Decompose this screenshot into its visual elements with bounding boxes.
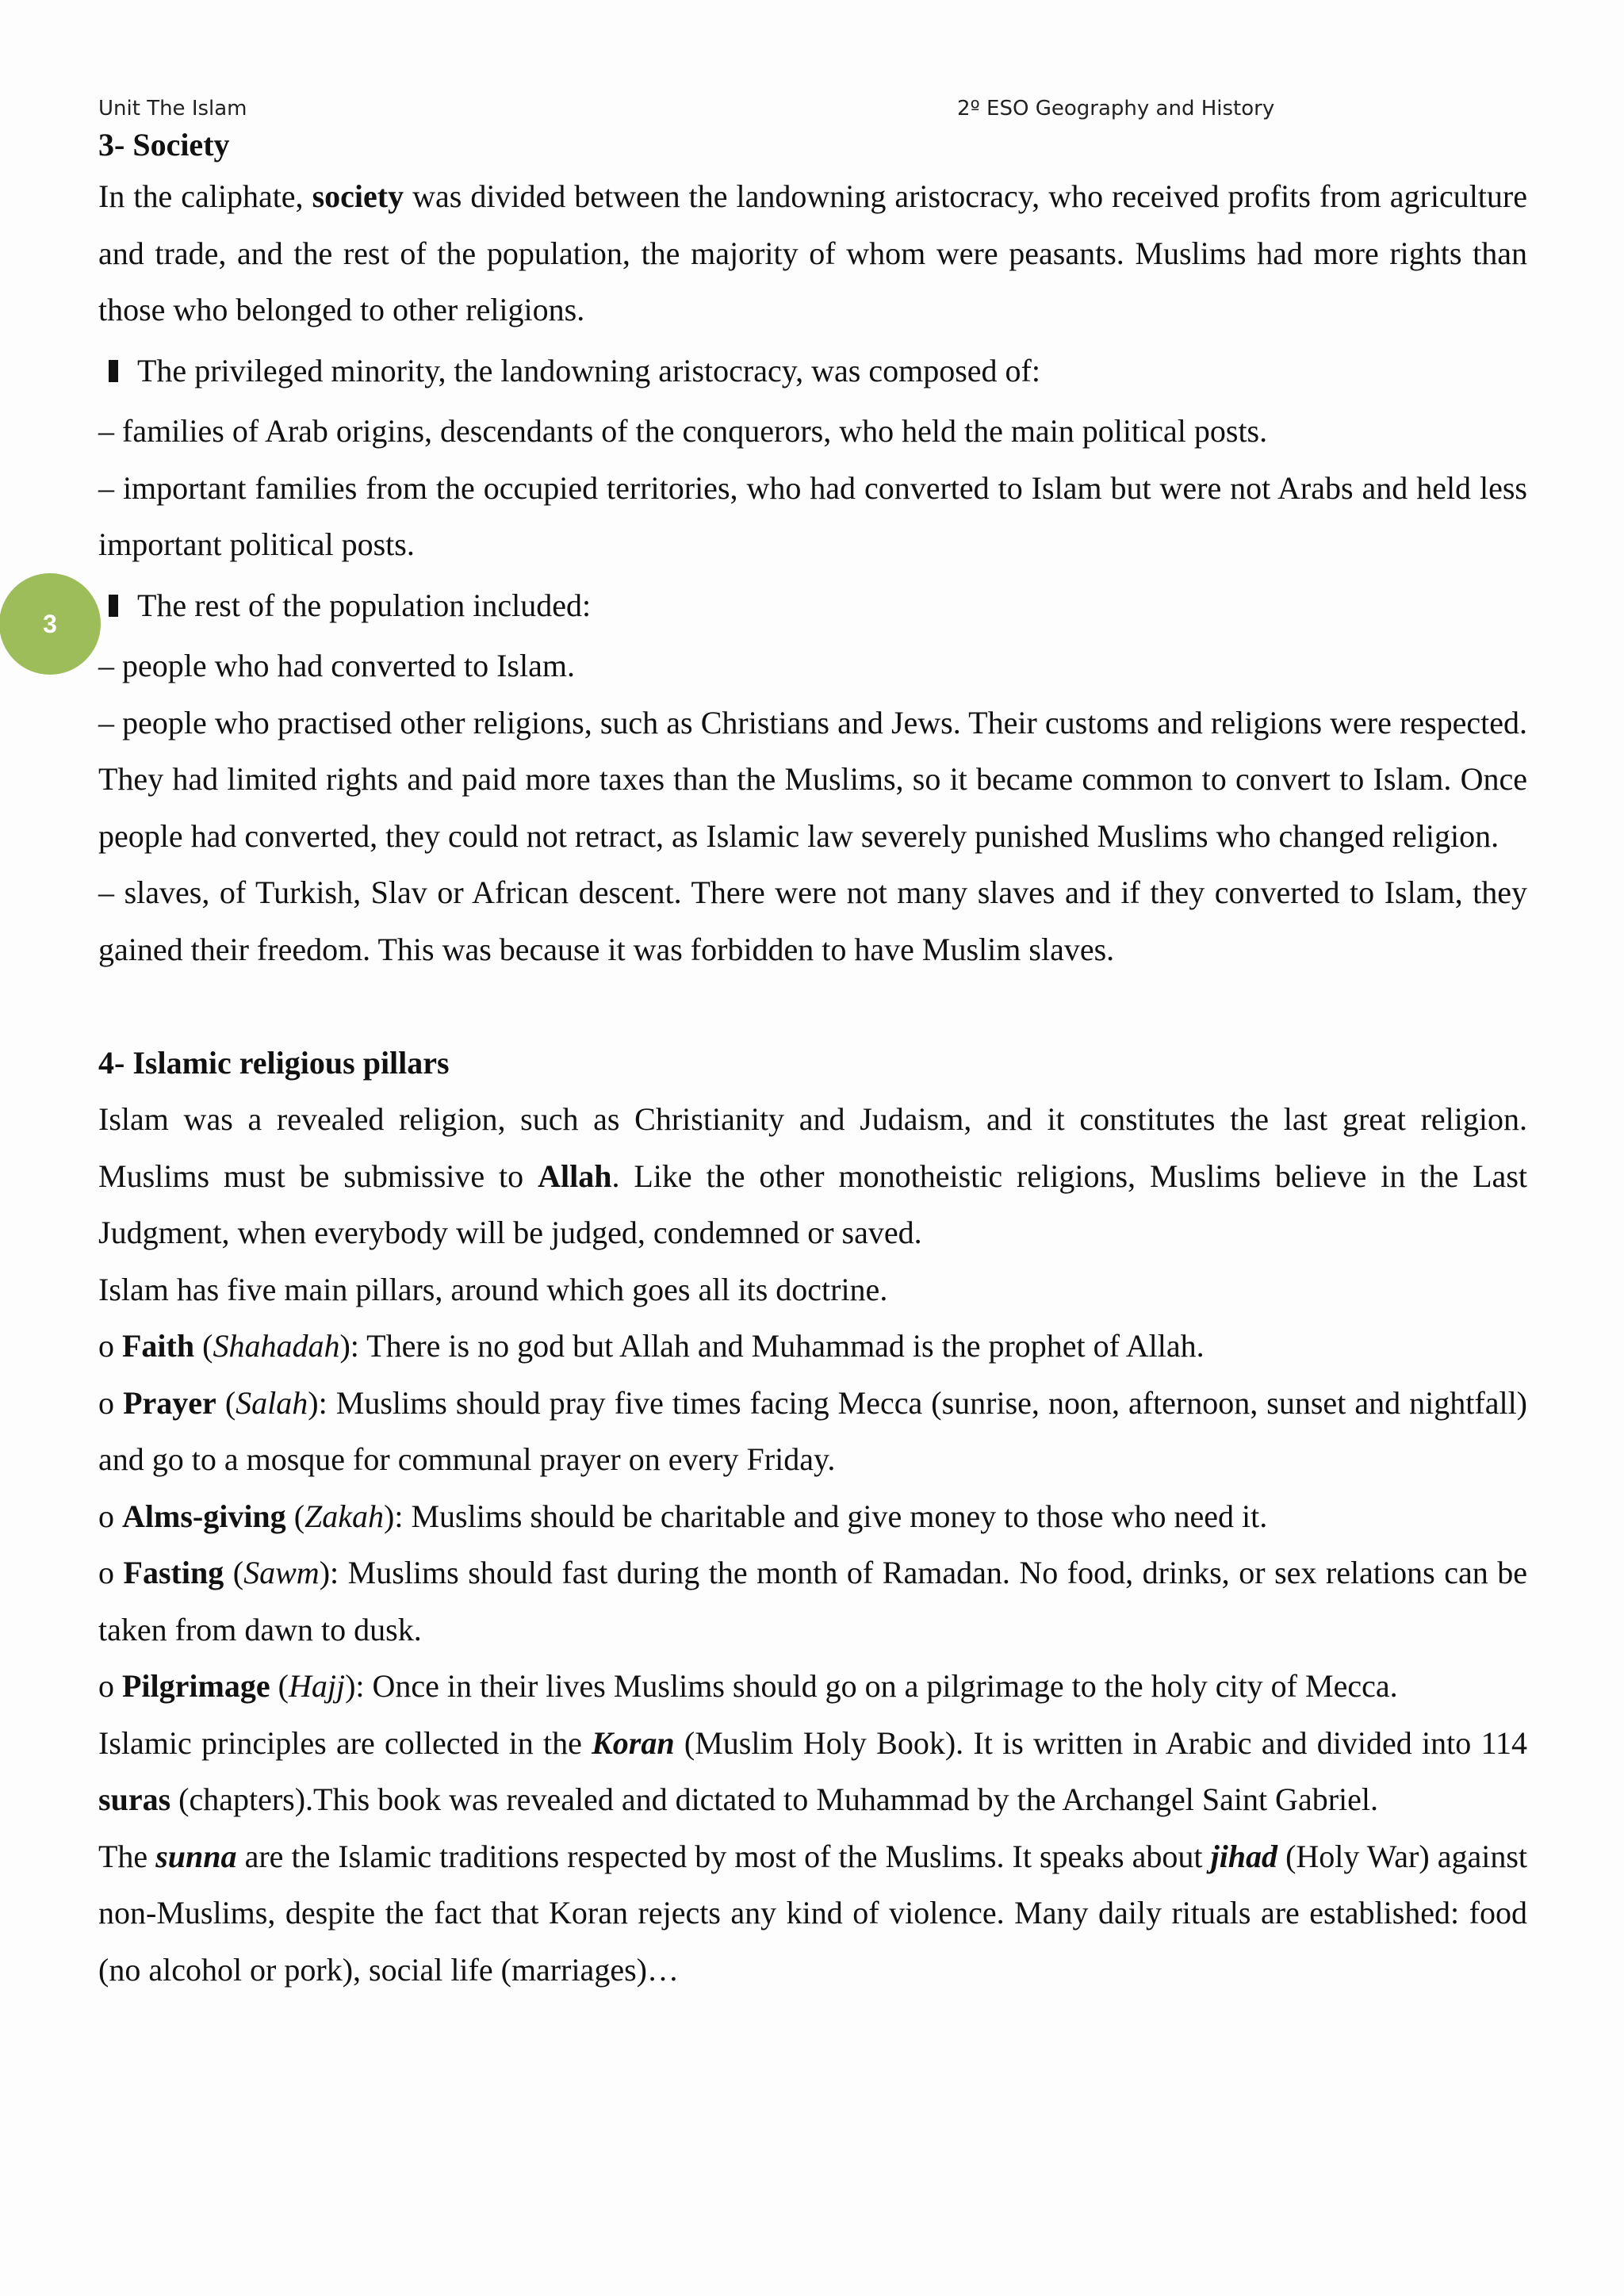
koran-paragraph <box>98 1715 1527 1828</box>
jihad-term: jihad <box>1210 1838 1278 1874</box>
pillar-description: ): There is no god but Allah and Muhammad is the prophet of Allah. <box>339 1328 1205 1364</box>
pillar-alms-giving: o Alms-giving (Zakah): Muslims should be charitable and give money to those who need it. <box>98 1498 1268 1534</box>
pillar-arabic-term: Zakah <box>304 1498 385 1534</box>
pillar-fasting: o Fasting (Sawm): Muslims should fast during the month of Ramadan. No food, drinks, or sex relations can be taken from dawn to dusk. <box>98 1555 1528 1647</box>
koran-text-3: (chapters).This book was revealed and dictated to Muhammad by the Archangel Saint Gabriel. <box>170 1781 1378 1817</box>
pillar-description: ): Muslims should be charitable and give money to those who need it. <box>384 1498 1268 1534</box>
document-body <box>98 122 1527 1998</box>
square-bullet-icon <box>109 360 118 382</box>
pillar-marker: o <box>98 1498 122 1534</box>
rest-item-converts: – people who had converted to Islam. <box>98 648 575 683</box>
bullet-privileged-minority <box>98 342 1527 400</box>
koran-text-2: (Muslim Holy Book). It is written in Arabic and divided into 114 <box>674 1724 1528 1761</box>
pillar-marker: o <box>98 1384 124 1421</box>
bullet-rest-of-population <box>98 577 1527 634</box>
sunna-term: sunna <box>155 1838 237 1874</box>
pillar-marker: o <box>98 1555 124 1590</box>
islam-intro-paragraph <box>98 1091 1527 1261</box>
koran-text-1: Islamic principles are collected in the <box>98 1724 592 1761</box>
sunna-paragraph <box>98 1828 1527 1999</box>
bullet-privileged-label: The privileged minority, the landowning aristocracy, was composed of: <box>137 352 1040 388</box>
pillar-name: Faith <box>122 1328 195 1364</box>
society-intro-text-1: In the caliphate, <box>98 178 312 214</box>
pillar-arabic-term: Sawm <box>243 1555 320 1590</box>
pillar-name: Prayer <box>123 1384 216 1421</box>
rest-item-slaves: – slaves, of Turkish, Slav or African descent. There were not many slaves and if they converted to Islam, they gained their freedom. This was because it was forbidden to have Muslim slaves. <box>98 874 1527 967</box>
allah-term: Allah <box>538 1158 612 1194</box>
page-number-badge: 3 <box>0 573 101 675</box>
bullet-rest-label: The rest of the population included: <box>137 587 592 623</box>
square-bullet-icon <box>109 595 118 617</box>
pillar-description: ): Muslims should fast during the month of Ramadan. No food, drinks, or sex relations can be taken from dawn to dusk. <box>98 1555 1528 1647</box>
society-intro-text-2: was divided between the landowning aristocracy, who received profits from agriculture and trade, and the rest of the population, the majority of whom were peasants. Muslims had more rights than those who belonged to other religions. <box>98 178 1527 327</box>
header-unit-title: Unit The Islam <box>98 97 247 121</box>
society-intro-paragraph <box>98 168 1527 339</box>
pillar-name: Alms-giving <box>122 1498 286 1534</box>
section-4-heading: 4- Islamic religious pillars <box>98 1044 450 1081</box>
minority-item-arab-families: – families of Arab origins, descendants of the conquerors, who held the main political posts. <box>98 413 1268 449</box>
pillars-intro: Islam has five main pillars, around which goes all its doctrine. <box>98 1271 888 1307</box>
pillar-description: ): Once in their lives Muslims should go on a pilgrimage to the holy city of Mecca. <box>345 1668 1398 1704</box>
pillar-arabic-term: Shahadah <box>213 1328 340 1364</box>
islam-intro-text-2: . Like the other monotheistic religions, Muslims believe in the Last Judgment, when everybody will be judged, condemned or saved. <box>98 1158 1527 1250</box>
pillar-arabic-term: Salah <box>236 1384 308 1421</box>
section-3-heading: 3- Society <box>98 127 230 163</box>
pillar-prayer: o Prayer (Salah): Muslims should pray five times facing Mecca (sunrise, noon, afternoon, sunset and nightfall) and go to a mosque for communal prayer on every Friday. <box>98 1384 1528 1477</box>
sunna-text-2: are the Islamic traditions respected by most of the Muslims. It speaks about <box>236 1838 1211 1874</box>
koran-term: Koran <box>592 1724 675 1761</box>
pillar-name: Pilgrimage <box>122 1668 270 1704</box>
suras-term: suras <box>98 1781 171 1817</box>
pillar-name: Fasting <box>123 1555 224 1590</box>
section-spacer <box>98 978 1527 1035</box>
pillar-marker: o <box>98 1668 122 1704</box>
sunna-text-3: (Holy War) against non-Muslims, despite the fact that Koran rejects any kind of violence. Many daily rituals are established: food (no alcohol or pork), social life (marriages)… <box>98 1838 1528 1988</box>
rest-item-other-religions: – people who practised other religions, such as Christians and Jews. Their customs and religions were respected. They had limited rights and paid more taxes than the Muslims, so it became common to convert to Islam. Once people had converted, they could not retract, as Islamic law severely punished Muslims who changed religion. <box>98 704 1527 854</box>
pillar-faith: o Faith (Shahadah): There is no god but Allah and Muhammad is the prophet of Allah. <box>98 1328 1205 1364</box>
header-course-title: 2º ESO Geography and History <box>957 97 1275 121</box>
pillar-pilgrimage: o Pilgrimage (Hajj): Once in their lives Muslims should go on a pilgrimage to the holy city of Mecca. <box>98 1668 1398 1704</box>
islam-intro-text-1: Islam was a revealed religion, such as Christianity and Judaism, and it constitutes the last great religion. Muslims must be submissive to <box>98 1101 1527 1194</box>
pillar-marker: o <box>98 1328 122 1364</box>
minority-item-converted-families: – important families from the occupied territories, who had converted to Islam but were not Arabs and held less important political posts. <box>98 469 1527 562</box>
society-term: society <box>312 178 404 214</box>
pillar-arabic-term: Hajj <box>288 1668 346 1704</box>
pillar-description: ): Muslims should pray five times facing Mecca (sunrise, noon, afternoon, sunset and nightfall) and go to a mosque for communal prayer on every Friday. <box>98 1384 1528 1477</box>
sunna-text-1: The <box>98 1838 156 1874</box>
